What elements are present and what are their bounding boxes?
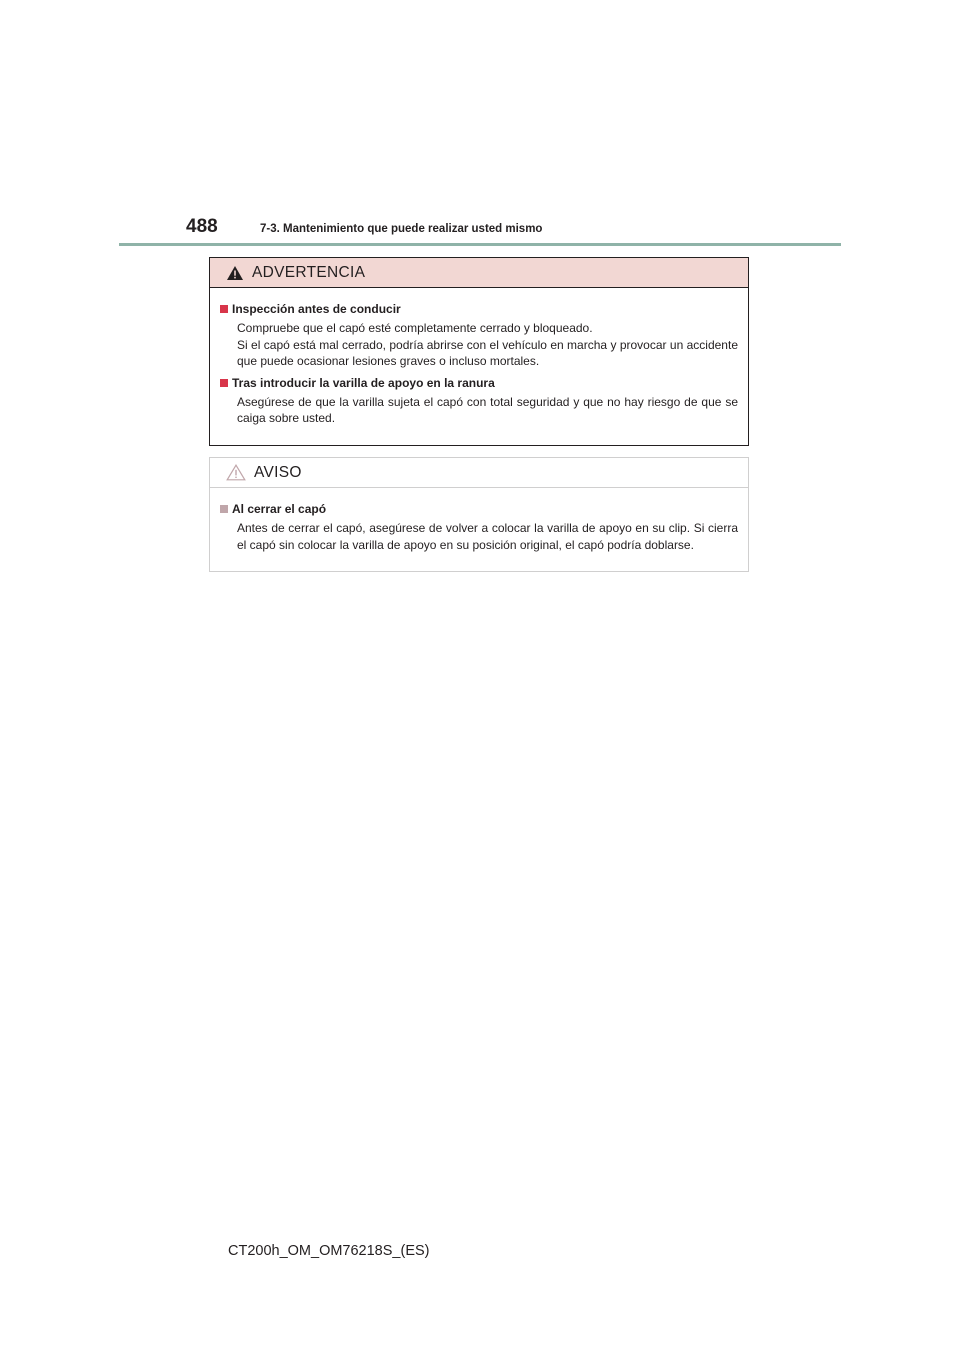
warning-item [218, 374, 738, 427]
section-title: 7-3. Mantenimiento que puede realizar usted mismo [260, 223, 543, 235]
warning-item-heading: Inspección antes de conducir [232, 302, 401, 316]
notice-item-text: Antes de cerrar el capó, asegúrese de volver a colocar la varilla de apoyo en su clip. Si cierra el capó sin colocar la varilla de apoyo en su posición original, el capó podría doblarse. [237, 521, 738, 552]
caution-triangle-icon [226, 464, 246, 481]
square-bullet-icon [220, 505, 228, 513]
warning-item-heading: Tras introducir la varilla de apoyo en la ranura [232, 375, 495, 390]
square-bullet-icon [220, 379, 228, 387]
square-bullet-icon [220, 305, 228, 313]
warning-title: ADVERTENCIA [252, 263, 366, 281]
warning-item-text: Asegúrese de que la varilla sujeta el capó con total seguridad y que no hay riesgo de que se caiga sobre usted. [237, 394, 738, 425]
notice-item [218, 500, 738, 553]
notice-box [209, 457, 749, 572]
notice-header [210, 458, 748, 488]
header-divider [119, 243, 841, 246]
warning-item [218, 300, 738, 370]
document-code: CT200h_OM_OM76218S_(ES) [228, 1243, 430, 1259]
warning-box [209, 257, 749, 446]
notice-item-heading: Al cerrar el capó [232, 502, 327, 516]
warning-item-text: Si el capó está mal cerrado, podría abrirse con el vehículo en marcha y provocar un accidente que puede ocasionar lesiones graves o incluso mortales. [237, 337, 738, 368]
warning-item-text: Compruebe que el capó esté completamente cerrado y bloqueado. [237, 321, 593, 335]
notice-title: AVISO [254, 463, 302, 481]
warning-header [210, 258, 748, 288]
warning-triangle-icon [226, 265, 244, 281]
page-number: 488 [186, 216, 218, 237]
